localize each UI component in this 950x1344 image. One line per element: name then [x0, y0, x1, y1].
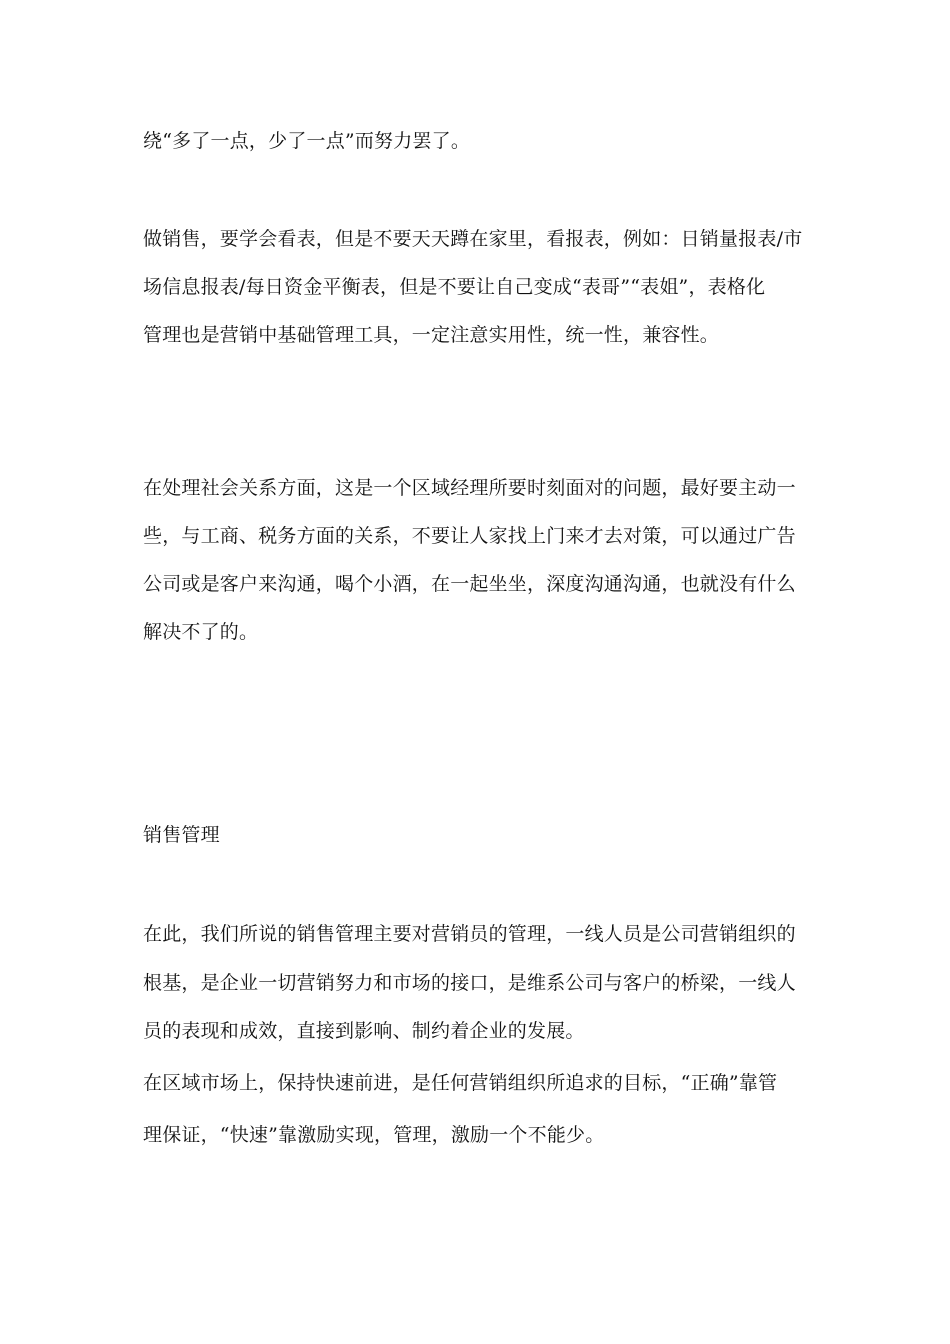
- paragraph-line: 在此，我们所说的销售管理主要对营销员的管理，一线人员是公司营销组织的: [143, 923, 796, 945]
- paragraph-line: 理保证，“快速”靠激励实现，管理，激励一个不能少。: [143, 1124, 605, 1146]
- paragraph-line: 场信息报表/每日资金平衡表，但是不要让自己变成“表哥”“表姐”，表格化: [143, 276, 766, 298]
- paragraph-line: 些，与工商、税务方面的关系，不要让人家找上门来才去对策，可以通过广告: [143, 525, 796, 547]
- paragraph-line: 在区域市场上，保持快速前进，是任何营销组织所追求的目标，“正确”靠管: [143, 1072, 778, 1094]
- section-heading: 销售管理: [143, 824, 220, 846]
- paragraph-line: 员的表现和成效，直接到影响、制约着企业的发展。: [143, 1020, 585, 1042]
- paragraph-line: 绕“多了一点，少了一点”而努力罢了。: [143, 130, 471, 152]
- paragraph-line: 解决不了的。: [143, 621, 259, 643]
- paragraph-line: 公司或是客户来沟通，喝个小酒，在一起坐坐，深度沟通沟通，也就没有什么: [143, 573, 796, 595]
- paragraph-line: 做销售，要学会看表，但是不要天天蹲在家里，看报表，例如：日销量报表/市: [143, 228, 803, 250]
- paragraph-line: 管理也是营销中基础管理工具，一定注意实用性，统一性，兼容性。: [143, 324, 720, 346]
- paragraph-line: 在处理社会关系方面，这是一个区域经理所要时刻面对的问题，最好要主动一: [143, 477, 796, 499]
- paragraph-line: 根基，是企业一切营销努力和市场的接口，是维系公司与客户的桥梁，一线人: [143, 972, 796, 994]
